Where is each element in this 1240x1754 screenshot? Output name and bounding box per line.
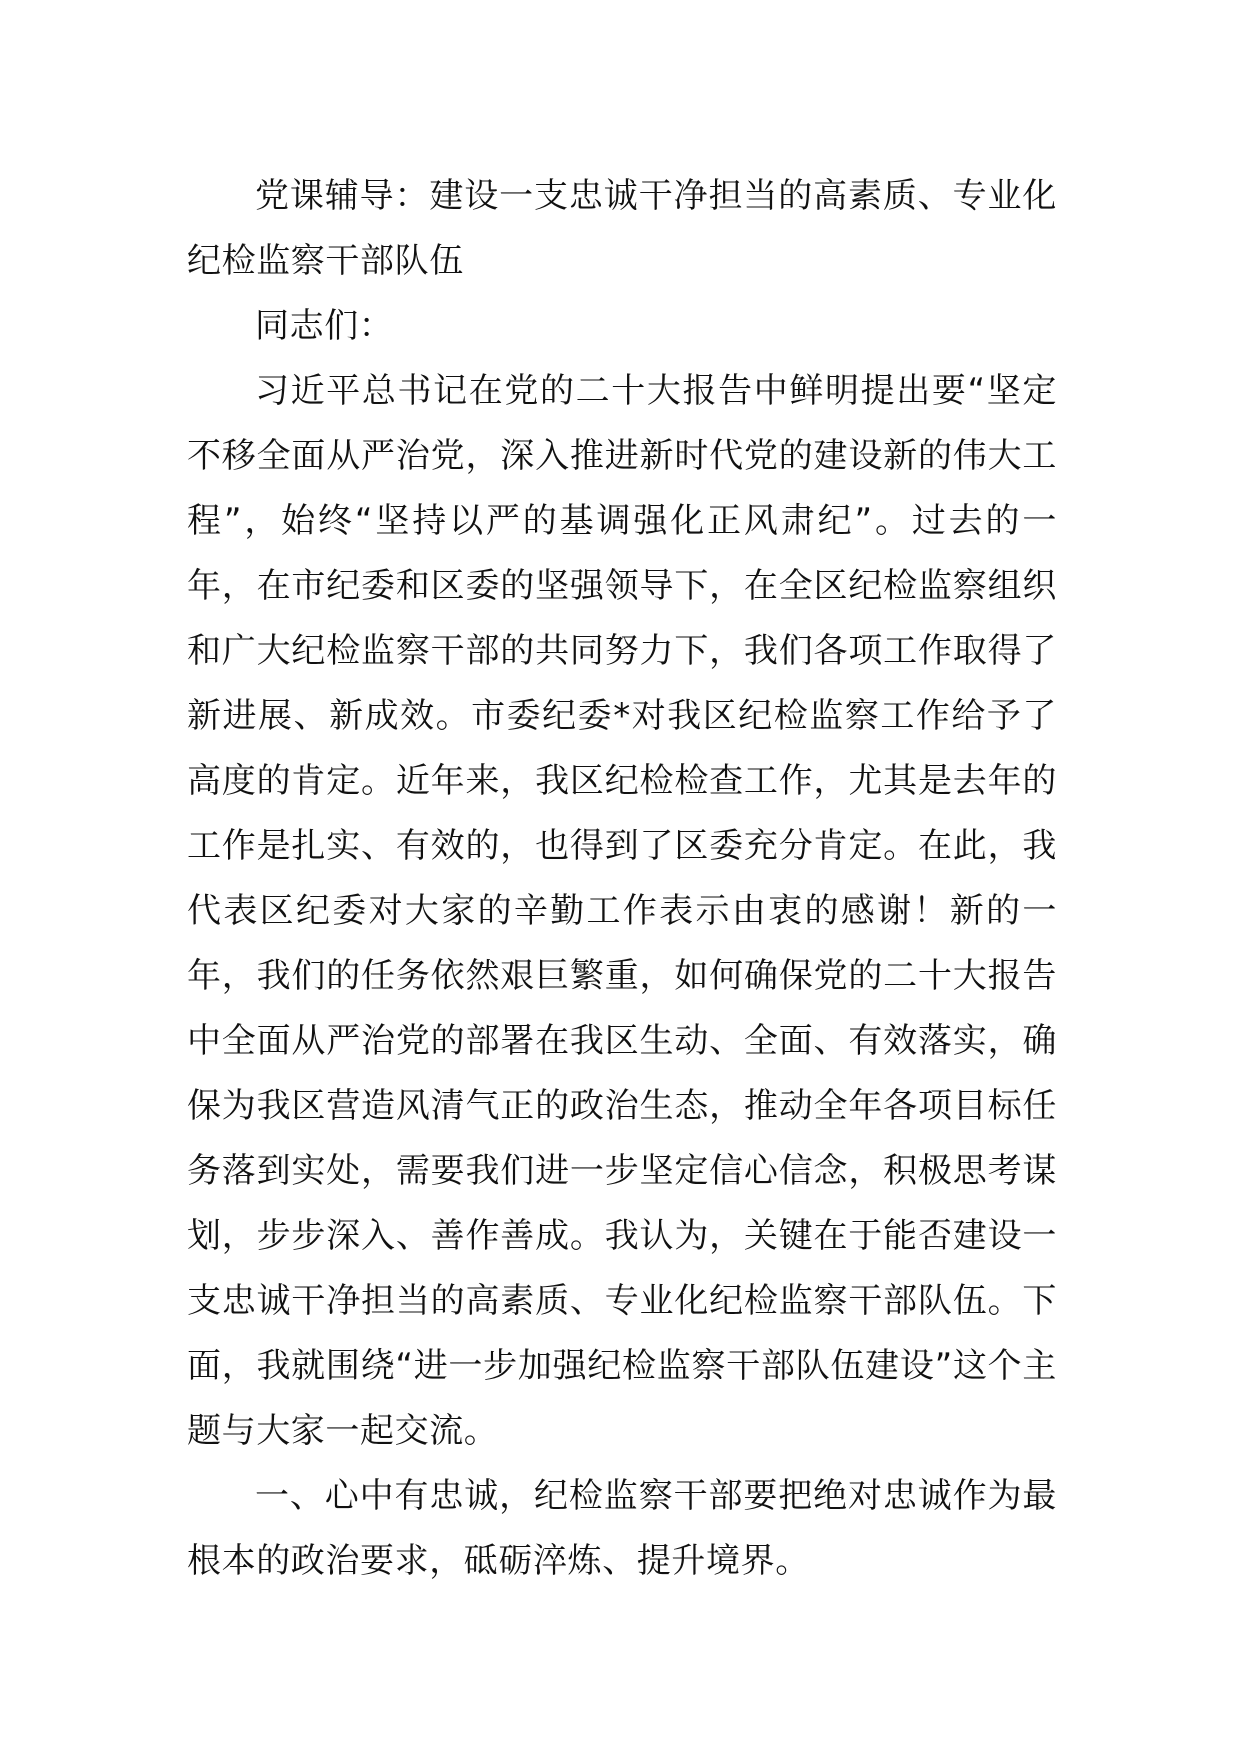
body-paragraph: 习近平总书记在党的二十大报告中鲜明提出要“坚定不移全面从严治党，深入推进新时代党的建设新的伟大工程”，始终“坚持以严的基调强化正风肃纪”。过去的一年，在市纪委和区委的坚强领导下，在全区纪检监察组织和广大纪检监察干部的共同努力下，我们各项工作取得了新进展、新成效。市委纪委*对我区纪检监察工作给予了高度的肯定。近年来，我区纪检检查工作，尤其是去年的工作是扎实、有效的，也得到了区委充分肯定。在此，我代表区纪委对大家的辛勤工作表示由衷的感谢！新的一年，我们的任务依然艰巨繁重，如何确保党的二十大报告中全面从严治党的部署在我区生动、全面、有效落实，确保为我区营造风清气正的政治生态，推动全年各项目标任务落到实处，需要我们进一步坚定信心信念，积极思考谋划，步步深入、善作善成。我认为，关键在于能否建设一支忠诚干净担当的高素质、专业化纪检监察干部队伍。下面，我就围绕“进一步加强纪检监察干部队伍建设”这个主题与大家一起交流。 xyxy=(187,371,1057,1451)
salutation: 同志们： xyxy=(255,306,394,346)
document-body xyxy=(187,164,1057,1594)
document-title: 党课辅导：建设一支忠诚干净担当的高素质、专业化纪检监察干部队伍 xyxy=(187,176,1057,281)
section-heading: 一、心中有忠诚，纪检监察干部要把绝对忠诚作为最根本的政治要求，砥砺淬炼、提升境界。 xyxy=(187,1476,1057,1581)
